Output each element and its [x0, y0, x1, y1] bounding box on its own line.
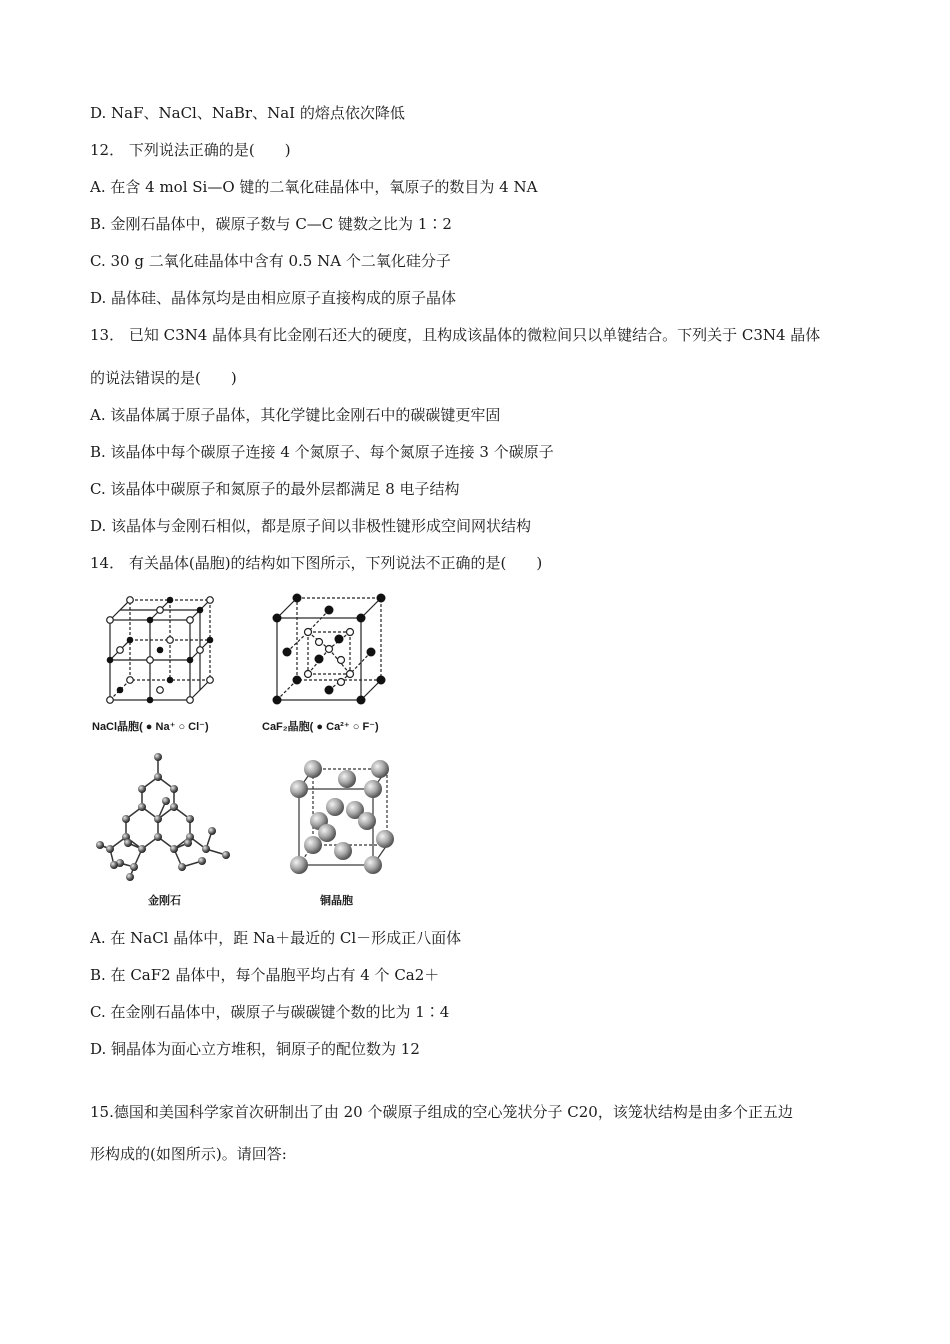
- q13-option-a: A. 该晶体属于原子晶体，其化学键比金刚石中的碳碳键更牢固: [90, 406, 501, 424]
- q11-option-d: D. NaF、NaCl、NaBr、NaI 的熔点依次降低: [90, 104, 405, 122]
- q12-stem: 12． 下列说法正确的是( ): [90, 141, 291, 159]
- q13-option-b: B. 该晶体中每个碳原子连接 4 个氮原子、每个氮原子连接 3 个碳原子: [90, 443, 554, 461]
- q13-stem-line2: 的说法错误的是( ): [90, 369, 237, 387]
- q13-option-d: D. 该晶体与金刚石相似，都是原子间以非极性键形成空间网状结构: [90, 517, 532, 535]
- q14-option-a: A. 在 NaCl 晶体中，距 Na＋最近的 Cl－形成正八面体: [90, 929, 462, 947]
- q14-option-c: C. 在金刚石晶体中，碳原子与碳碳键个数的比为 1∶4: [90, 1003, 450, 1021]
- copper-caption: 铜晶胞: [320, 895, 353, 907]
- q14-option-b: B. 在 CaF2 晶体中，每个晶胞平均占有 4 个 Ca2＋: [90, 966, 440, 984]
- f-ion-legend-icon: ○: [352, 721, 360, 733]
- q14-stem: 14． 有关晶体(晶胞)的结构如下图所示，下列说法不正确的是( ): [90, 554, 543, 572]
- ca-ion-legend-icon: ●: [316, 721, 324, 733]
- na-ion-legend-icon: ●: [145, 721, 153, 733]
- copper-cell-icon: [285, 755, 395, 880]
- q15-stem-line2: 形构成的(如图所示)。请回答:: [90, 1145, 287, 1163]
- q15-stem-line1: 15.德国和美国科学家首次研制出了由 20 个碳原子组成的空心笼状分子 C20，该笼状结构是由多个正五边: [90, 1103, 793, 1121]
- q12-option-d: D. 晶体硅、晶体氖均是由相应原子直接构成的原子晶体: [90, 289, 457, 307]
- q12-option-c: C. 30 g 二氧化硅晶体中含有 0.5 NA 个二氧化硅分子: [90, 252, 451, 270]
- caf2-crystal-icon: [265, 590, 395, 705]
- caf2-caption: CaF₂晶胞( ● Ca²⁺ ○ F⁻): [262, 721, 379, 733]
- q14-option-d: D. 铜晶体为面心立方堆积，铜原子的配位数为 12: [90, 1040, 420, 1058]
- diamond-caption: 金刚石: [148, 895, 181, 907]
- cl-ion-legend-icon: ○: [178, 721, 186, 733]
- nacl-caption: NaCl晶胞( ● Na⁺ ○ Cl⁻): [92, 721, 209, 733]
- nacl-crystal-icon: [100, 590, 230, 705]
- diamond-lattice-icon: [92, 745, 242, 885]
- q13-option-c: C. 该晶体中碳原子和氮原子的最外层都满足 8 电子结构: [90, 480, 460, 498]
- q12-option-a: A. 在含 4 mol Si—O 键的二氧化硅晶体中，氧原子的数目为 4 NA: [90, 178, 538, 196]
- q13-stem-line1: 13． 已知 C3N4 晶体具有比金刚石还大的硬度，且构成该晶体的微粒间只以单键结合。下列关于 C3N4 晶体: [90, 326, 821, 344]
- q12-option-b: B. 金刚石晶体中，碳原子数与 C—C 键数之比为 1∶2: [90, 215, 452, 233]
